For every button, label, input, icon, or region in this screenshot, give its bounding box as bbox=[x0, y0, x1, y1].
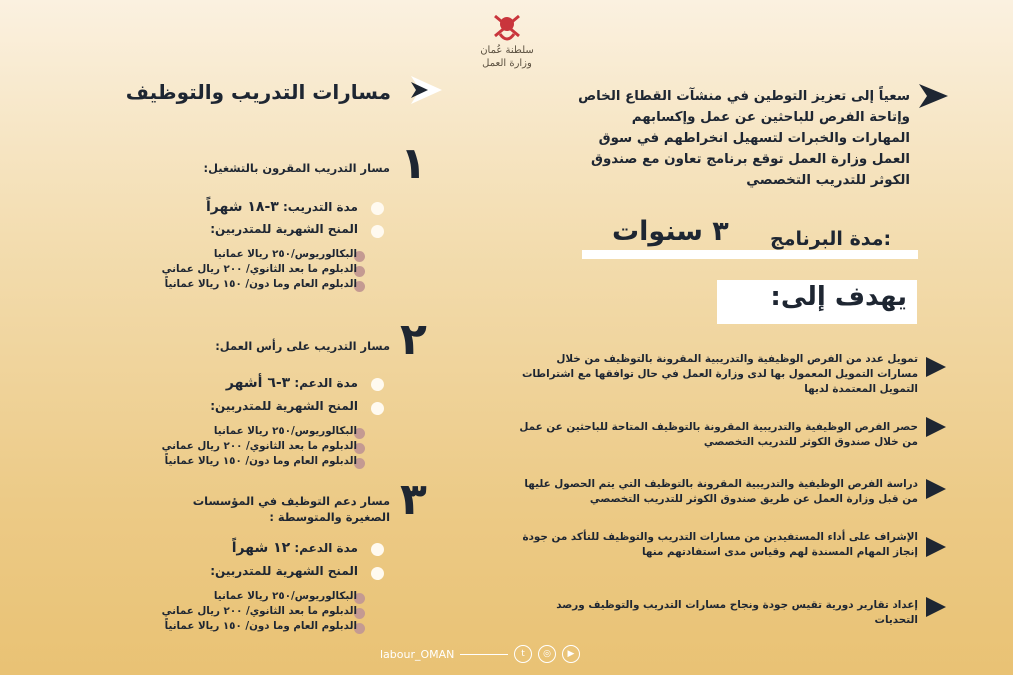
path-number: ٣ bbox=[400, 474, 427, 525]
scholarship-item: البكالوريوس/٢٥٠ ريالا عمانيا bbox=[213, 248, 357, 260]
logo-line2: وزارة العمل bbox=[482, 58, 532, 69]
path-title: مسار التدريب المقرون بالتشغيل: bbox=[203, 161, 390, 175]
duration-value: ٣-٦ أشهر bbox=[225, 375, 291, 391]
bullet-icon bbox=[371, 378, 384, 391]
path-title: مسار التدريب على رأس العمل: bbox=[215, 339, 390, 353]
goal-item: دراسة الفرص الوظيفية والتدريبية المقرونة بالتوظيف التي يتم الحصول عليها من قبل وزارة العمل عن طريق صندوق الكوثر للتدريب التخصصي bbox=[524, 478, 918, 505]
grants-label: المنح الشهرية للمتدربين: bbox=[210, 222, 358, 236]
goal-item: تمويل عدد من الفرص الوظيفية والتدريبية المقرونة بالتوظيف من خلال مسارات التمويل المعمول بها لدى وزارة العمل في حال توافقها مع اشتراطات التمويل المعتمدة لديها bbox=[521, 353, 918, 395]
intro-text: سعياً إلى تعزيز التوطين في منشآت القطاع الخاص وإتاحة الفرص للباحثين عن عمل وإكسابهم المهارات والخبرات لتسهيل انخراطهم في سوق العمل وزارة العمل توقع برنامج تعاون مع صندوق الكوثر للتدريب التخصصي bbox=[578, 89, 910, 188]
path-duration bbox=[206, 199, 358, 215]
bullet-icon bbox=[371, 543, 384, 556]
path-duration bbox=[226, 375, 358, 391]
scholarship-item: البكالوريوس/٢٥٠ ريالا عمانيا bbox=[213, 425, 357, 437]
duration-label: مدة الدعم: bbox=[294, 541, 358, 555]
scholarship-item: الدبلوم ما بعد الثانوي/ ٢٠٠ ريال عماني bbox=[161, 605, 357, 617]
twitter-icon[interactable]: t bbox=[514, 645, 532, 663]
logo-text bbox=[466, 44, 548, 70]
goal-arrow-icon bbox=[924, 477, 948, 501]
goal-item: حصر الفرص الوظيفية والتدريبية المقرونة بالتوظيف المتاحة للباحثين عن عمل من خلال صندوق الكوثر للتدريب التخصصي bbox=[519, 421, 918, 448]
scholarship-item: الدبلوم ما بعد الثانوي/ ٢٠٠ ريال عماني bbox=[161, 263, 357, 275]
duration-value: ٣ سنوات bbox=[612, 216, 729, 247]
scholarship-item: الدبلوم العام وما دون/ ١٥٠ ريالا عمانياً bbox=[164, 620, 357, 632]
instagram-icon[interactable]: ◎ bbox=[538, 645, 556, 663]
goal-arrow-icon bbox=[924, 355, 948, 379]
grants-label: المنح الشهرية للمتدربين: bbox=[210, 399, 358, 413]
youtube-icon[interactable]: ▶ bbox=[562, 645, 580, 663]
duration-value: ٣-١٨ شهراً bbox=[205, 199, 279, 215]
scholarship-item: الدبلوم ما بعد الثانوي/ ٢٠٠ ريال عماني bbox=[161, 440, 357, 452]
scholarship-item: الدبلوم العام وما دون/ ١٥٠ ريالا عمانياً bbox=[164, 455, 357, 467]
path-duration bbox=[232, 540, 358, 556]
arrow-marker-icon bbox=[916, 82, 952, 110]
goal-arrow-icon bbox=[924, 535, 948, 559]
goal-item: إعداد تقارير دورية تقيس جودة ونجاح مسارات التدريب والتوظيف ورصد التحديات bbox=[556, 599, 918, 626]
bullet-icon bbox=[371, 402, 384, 415]
duration-label: مدة الدعم: bbox=[294, 376, 358, 390]
scholarship-item: الدبلوم العام وما دون/ ١٥٠ ريالا عمانياً bbox=[164, 278, 357, 290]
goal-arrow-icon bbox=[924, 595, 948, 619]
path-number: ١ bbox=[400, 138, 427, 189]
social-handle[interactable]: labour_OMAN bbox=[380, 648, 455, 661]
paths-title: مسارات التدريب والتوظيف bbox=[125, 80, 391, 104]
grants-label: المنح الشهرية للمتدربين: bbox=[210, 564, 358, 578]
bullet-icon bbox=[371, 225, 384, 238]
duration-label: مدة التدريب: bbox=[283, 200, 358, 214]
duration-underline bbox=[582, 250, 918, 259]
goal-heading: يهدف إلى: bbox=[770, 282, 907, 312]
title-arrow-icon bbox=[408, 74, 444, 106]
bullet-icon bbox=[371, 567, 384, 580]
duration-label: مدة البرنامج: bbox=[770, 228, 892, 250]
duration-value: ١٢ شهراً bbox=[231, 540, 291, 556]
goal-item: الإشراف على أداء المستفيدين من مسارات التدريب والتوظيف للتأكد من جودة إنجاز المهام المسندة لهم وقياس مدى استفادتهم منها bbox=[522, 531, 918, 558]
goal-arrow-icon bbox=[924, 415, 948, 439]
scholarship-item: البكالوريوس/٢٥٠ ريالا عمانيا bbox=[213, 590, 357, 602]
path-title: مسار دعم التوظيف في المؤسسات الصغيرة والمتوسطة : bbox=[192, 494, 390, 524]
logo-line1: سلطنة عُمان bbox=[480, 45, 534, 56]
path-number: ٢ bbox=[400, 314, 427, 365]
bullet-icon bbox=[371, 202, 384, 215]
footer-divider bbox=[460, 654, 508, 655]
